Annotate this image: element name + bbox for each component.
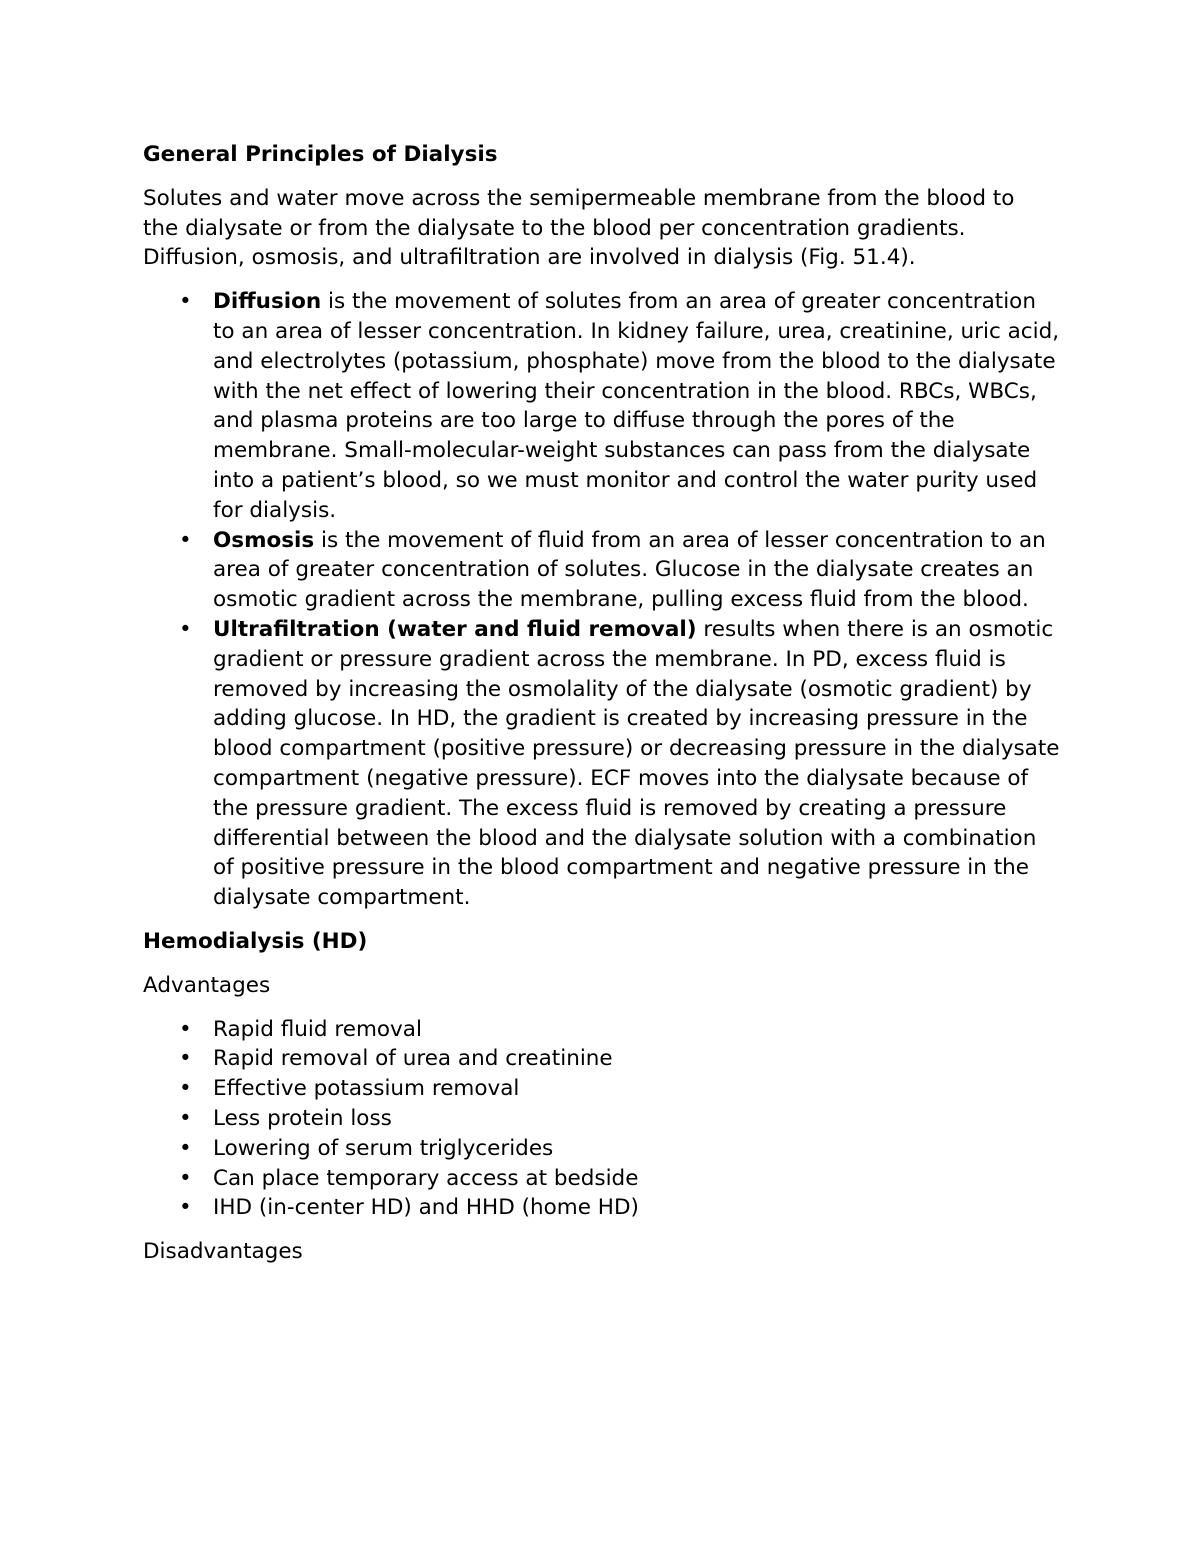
list-item [143, 1074, 1063, 1104]
list-item-ultrafiltration [143, 615, 1063, 913]
list-item [143, 1134, 1063, 1164]
advantage-text: Rapid removal of urea and creatinine [213, 1046, 613, 1072]
bullet-icon: • [179, 616, 192, 642]
list-item-osmosis [143, 526, 1063, 615]
term-ultrafiltration: Ultrafiltration (water and fluid removal) [213, 616, 697, 642]
bullet-icon: • [179, 1016, 192, 1042]
disadvantages-label: Disadvantages [143, 1239, 303, 1265]
list-item [143, 1104, 1063, 1134]
advantage-text: Can place temporary access at bedside [213, 1165, 639, 1191]
heading-general-principles: General Principles of Dialysis [143, 142, 498, 167]
text-osmosis: is the movement of fluid from an area of lesser concentration to an area of greater concentration of solutes. Glucose in the dialysate creates an osmotic gradient across the membrane, pulling excess fluid from the blood. [213, 527, 1046, 613]
bullet-icon: • [179, 1076, 192, 1102]
heading-hemodialysis: Hemodialysis (HD) [143, 928, 368, 954]
bullet-icon: • [179, 289, 192, 315]
intro-paragraph: Solutes and water move across the semipermeable membrane from the blood to the dialysate or from the dialysate to the blood per concentration gradients. Diffusion, osmosis, and ultrafiltration are involved in dialysis (Fig. 51.4). [143, 185, 1015, 271]
principles-list [143, 287, 1063, 913]
advantage-text: IHD (in-center HD) and HHD (home HD) [213, 1195, 639, 1221]
term-diffusion: Diffusion [213, 289, 322, 315]
advantage-text: Rapid fluid removal [213, 1016, 422, 1042]
list-item-diffusion [143, 287, 1063, 525]
bullet-icon: • [179, 1046, 192, 1072]
term-osmosis: Osmosis [213, 527, 315, 553]
list-item [143, 1164, 1063, 1194]
list-item [143, 1193, 1063, 1223]
advantage-text: Lowering of serum triglycerides [213, 1135, 554, 1161]
bullet-icon: • [179, 1165, 192, 1191]
text-diffusion: is the movement of solutes from an area of greater concentration to an area of lesser concentration. In kidney failure, urea, creatinine, uric acid, and electrolytes (potassium, phosphate) move from the blood to the dialysate with the net effect of lowering their concentration in the blood. RBCs, WBCs, and plasma proteins are too large to diffuse through the pores of the membrane. Small-molecular-weight substances can pass from the dialysate into a patient’s blood, so we must monitor and control the water purity used for dialysis. [213, 289, 1060, 523]
document-page [143, 140, 1063, 1281]
advantage-text: Effective potassium removal [213, 1076, 520, 1102]
advantage-text: Less protein loss [213, 1105, 392, 1131]
text-ultrafiltration: results when there is an osmotic gradient or pressure gradient across the membrane. In PD, excess fluid is removed by increasing the osmolality of the dialysate (osmotic gradient) by adding glucose. In HD, the gradient is created by increasing pressure in the blood compartment (positive pressure) or decreasing pressure in the dialysate compartment (negative pressure). ECF moves into the dialysate because of the pressure gradient. The excess fluid is removed by creating a pressure differential between the blood and the dialysate solution with a combination of positive pressure in the blood compartment and negative pressure in the dialysate compartment. [213, 616, 1060, 911]
advantages-list [143, 1015, 1063, 1224]
advantages-label: Advantages [143, 972, 271, 998]
bullet-icon: • [179, 1135, 192, 1161]
list-item [143, 1015, 1063, 1045]
list-item [143, 1044, 1063, 1074]
bullet-icon: • [179, 1105, 192, 1131]
bullet-icon: • [179, 527, 192, 553]
bullet-icon: • [179, 1195, 192, 1221]
